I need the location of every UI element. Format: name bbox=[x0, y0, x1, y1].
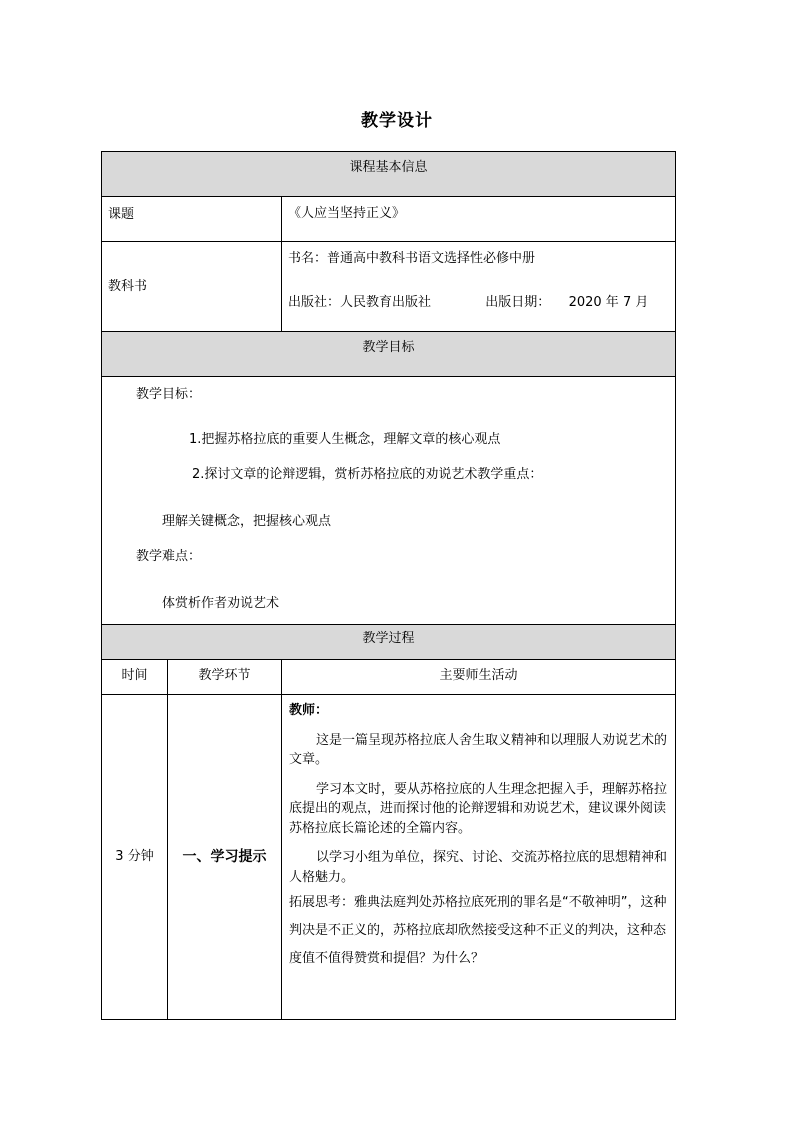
objectives-body bbox=[102, 377, 676, 625]
book-name: 书名：普通高中教科书语文选择性必修中册 bbox=[288, 251, 536, 266]
key-point: 理解关键概念，把握核心观点 bbox=[162, 514, 332, 529]
topic-value: 《人应当坚持正义》 bbox=[282, 197, 676, 242]
pub-date-label: 出版日期： bbox=[485, 295, 551, 310]
column-header-time: 时间 bbox=[102, 660, 168, 695]
topic-label: 课题 bbox=[102, 197, 282, 242]
lesson-plan-table bbox=[101, 151, 676, 1020]
page-title: 教学设计 bbox=[361, 111, 433, 131]
objectives-header: 教学目标 bbox=[102, 332, 676, 377]
extension-question: 拓展思考：雅典法庭判处苏格拉底死刑的罪名是“不敬神明”，这种判决是不正义的，苏格拉底却欣然接受这种不正义的判决，这种态度值不值得赞赏和提倡？为什么？ bbox=[289, 895, 667, 966]
process-header: 教学过程 bbox=[102, 625, 676, 660]
teacher-label: 教师： bbox=[289, 703, 329, 718]
difficulty-text: 体赏析作者劝说艺术 bbox=[162, 596, 280, 611]
row-activity bbox=[282, 695, 676, 1020]
column-header-stage: 教学环节 bbox=[168, 660, 282, 695]
publish-line bbox=[288, 292, 669, 314]
basic-info-header: 课程基本信息 bbox=[102, 152, 676, 197]
row-stage: 一、学习提示 bbox=[168, 695, 282, 1020]
column-header-activity: 主要师生活动 bbox=[282, 660, 676, 695]
objective-item-1: 1.把握苏格拉底的重要人生概念，理解文章的核心观点 bbox=[189, 432, 501, 447]
activity-paragraph-3: 以学习小组为单位，探究、讨论、交流苏格拉底的思想精神和人格魅力。 bbox=[289, 850, 668, 885]
table-row bbox=[102, 695, 676, 1020]
row-time: 3 分钟 bbox=[102, 695, 168, 1020]
textbook-info bbox=[282, 242, 676, 332]
textbook-label: 教科书 bbox=[102, 242, 282, 332]
activity-paragraph-2: 学习本文时，要从苏格拉底的人生理念把握入手，理解苏格拉底提出的观点，进而探讨他的论辩逻辑和劝说艺术，建议课外阅读苏格拉底长篇论述的全篇内容。 bbox=[289, 781, 668, 836]
pub-date-value: 2020 年 7 月 bbox=[568, 295, 649, 310]
publisher: 出版社：人民教育出版社 bbox=[288, 295, 432, 310]
activity-paragraph-1: 这是一篇呈现苏格拉底人舍生取义精神和以理服人劝说艺术的文章。 bbox=[289, 732, 668, 767]
objective-item-2: 2.探讨文章的论辩逻辑，赏析苏格拉底的劝说艺术教学重点： bbox=[192, 467, 543, 482]
difficulty-label: 教学难点： bbox=[136, 549, 202, 564]
objectives-label: 教学目标： bbox=[136, 387, 202, 402]
